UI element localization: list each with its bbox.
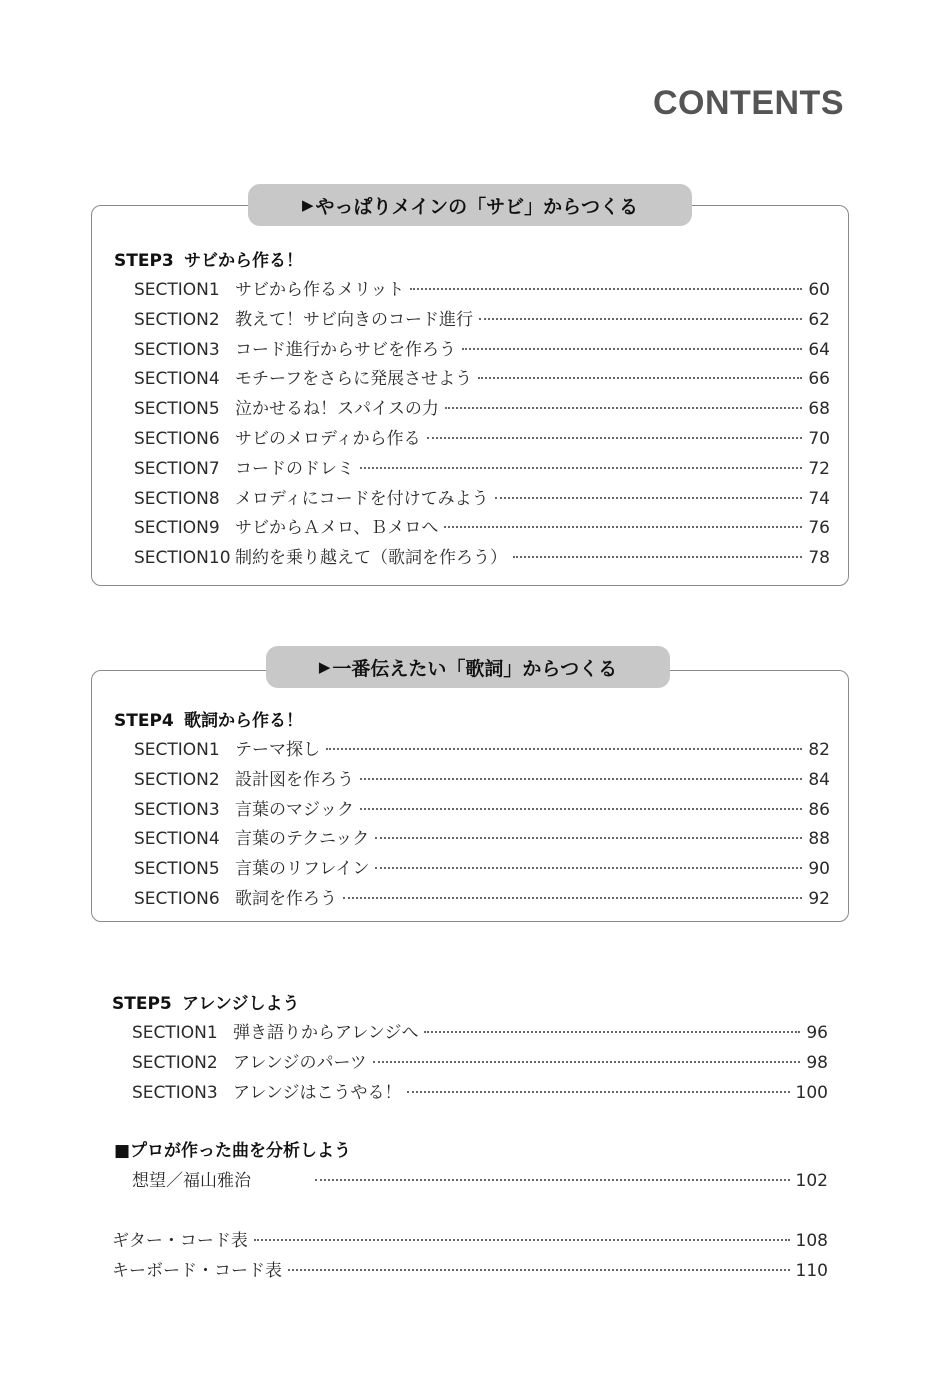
dot-leader bbox=[288, 1269, 790, 1271]
dot-leader bbox=[479, 318, 802, 320]
toc-entry[interactable] bbox=[134, 364, 830, 390]
toc-entry-title: 言葉のマジック bbox=[235, 799, 354, 820]
toc-entry[interactable] bbox=[134, 394, 830, 420]
toc-entry-page: 92 bbox=[808, 889, 830, 909]
page-title: CONTENTS bbox=[653, 84, 844, 122]
toc-entry-title: ギター・コード表 bbox=[112, 1231, 248, 1251]
dot-leader bbox=[407, 1091, 789, 1093]
dot-leader bbox=[375, 837, 802, 839]
toc-entry-section: SECTION4 bbox=[134, 369, 220, 390]
dot-leader bbox=[444, 526, 802, 528]
toc-entry-title: キーボード・コード表 bbox=[112, 1260, 282, 1281]
toc-entry-title: アレンジはこうやる！ bbox=[233, 1082, 402, 1103]
toc-entry-page: 70 bbox=[808, 429, 830, 449]
toc-entry-section: SECTION5 bbox=[134, 399, 220, 420]
toc-entry-page: 64 bbox=[808, 339, 830, 360]
toc-entry-page: 82 bbox=[808, 740, 830, 760]
step-label: STEP4 bbox=[114, 711, 174, 731]
toc-entry-title: サビのメロディから作る bbox=[235, 429, 421, 449]
toc-entry-section: SECTION1 bbox=[132, 1023, 218, 1043]
toc-entry-page: 68 bbox=[808, 399, 830, 420]
toc-entry[interactable] bbox=[134, 824, 830, 850]
toc-entry-page: 86 bbox=[808, 799, 830, 820]
toc-entry-page: 98 bbox=[806, 1052, 828, 1073]
step-label: STEP5 bbox=[112, 994, 172, 1014]
step-title: 歌詞から作る！ bbox=[184, 711, 303, 731]
toc-entry-page: 78 bbox=[808, 548, 830, 569]
toc-entry-section: SECTION9 bbox=[134, 518, 220, 539]
toc-entry-page: 96 bbox=[806, 1023, 828, 1043]
toc-entry[interactable] bbox=[112, 1256, 828, 1282]
toc-entry[interactable] bbox=[134, 795, 830, 821]
toc-entry[interactable] bbox=[134, 854, 830, 880]
toc-entry-section: SECTION6 bbox=[134, 889, 220, 909]
toc-entry-title: 歌詞を作ろう bbox=[235, 889, 337, 909]
dot-leader bbox=[462, 348, 802, 350]
toc-entry[interactable] bbox=[134, 735, 830, 761]
dot-leader bbox=[343, 897, 802, 899]
toc-entry-section: SECTION1 bbox=[134, 740, 220, 760]
dot-leader bbox=[326, 748, 802, 750]
toc-entry[interactable] bbox=[134, 513, 830, 539]
toc-entry-page: 76 bbox=[808, 518, 830, 539]
step-heading bbox=[114, 246, 303, 271]
toc-entry-title: サビから作るメリット bbox=[235, 280, 405, 300]
toc-entry[interactable] bbox=[132, 1078, 828, 1104]
chapter-banner-label: 一番伝えたい「歌詞」からつくる bbox=[332, 657, 618, 680]
toc-entry-section: SECTION3 bbox=[134, 799, 220, 820]
toc-entry-title: コードのドレミ bbox=[235, 458, 354, 479]
toc-entry-page: 90 bbox=[808, 859, 830, 880]
toc-entry[interactable] bbox=[132, 1166, 828, 1192]
toc-entry[interactable] bbox=[132, 1018, 828, 1044]
play-triangle-icon: ▶ bbox=[302, 196, 314, 214]
toc-entry-page: 84 bbox=[808, 769, 830, 790]
dot-leader bbox=[495, 497, 802, 499]
toc-entry-section: SECTION7 bbox=[134, 458, 220, 479]
toc-entry-title: 言葉のテクニック bbox=[235, 829, 370, 850]
toc-entry-title: 設計図を作ろう bbox=[235, 769, 354, 790]
toc-entry-section: SECTION2 bbox=[134, 769, 220, 790]
toc-entry-title: 想望／福山雅治 bbox=[132, 1171, 251, 1191]
toc-entry-section: SECTION3 bbox=[132, 1082, 218, 1103]
toc-entry-title: メロディにコードを付けてみよう bbox=[235, 488, 489, 509]
toc-entry-title: モチーフをさらに発展させよう bbox=[235, 369, 473, 390]
dot-leader bbox=[445, 407, 802, 409]
dot-leader bbox=[360, 808, 802, 810]
analysis-heading: ■プロが作った曲を分析しよう bbox=[114, 1141, 352, 1161]
dot-leader bbox=[427, 437, 802, 439]
toc-entry[interactable] bbox=[134, 305, 830, 331]
toc-entry-title: コード進行からサビを作ろう bbox=[235, 339, 456, 360]
toc-entry-title: 教えて！サビ向きのコード進行 bbox=[235, 309, 473, 330]
toc-entry-title: サビからＡメロ、Ｂメロへ bbox=[235, 518, 439, 539]
dot-leader bbox=[478, 377, 802, 379]
toc-entry-section: SECTION6 bbox=[134, 429, 220, 449]
toc-entry-page: 60 bbox=[808, 280, 830, 300]
step-label: STEP3 bbox=[114, 251, 174, 271]
toc-entry[interactable] bbox=[134, 454, 830, 480]
dot-leader bbox=[373, 1061, 800, 1063]
play-triangle-icon: ▶ bbox=[318, 658, 331, 676]
toc-entry-section: SECTION5 bbox=[134, 859, 220, 880]
toc-entry[interactable] bbox=[134, 424, 830, 450]
chapter-banner-label: やっぱりメインの「サビ」からつくる bbox=[315, 195, 638, 218]
step-title: サビから作る！ bbox=[184, 251, 303, 271]
dot-leader bbox=[360, 467, 802, 469]
toc-entry[interactable] bbox=[132, 1048, 828, 1074]
toc-entry-title: テーマ探し bbox=[235, 740, 320, 760]
chapter-banner-kashi bbox=[266, 646, 670, 688]
toc-entry-page: 100 bbox=[795, 1082, 828, 1103]
toc-entry-page: 108 bbox=[795, 1231, 828, 1251]
step-heading bbox=[114, 706, 303, 731]
dot-leader bbox=[513, 556, 802, 558]
toc-entry-page: 62 bbox=[808, 309, 830, 330]
toc-entry[interactable] bbox=[134, 765, 830, 791]
toc-entry-page: 88 bbox=[808, 829, 830, 850]
toc-entry-page: 66 bbox=[808, 369, 830, 390]
dot-leader bbox=[254, 1239, 790, 1241]
toc-entry[interactable] bbox=[134, 884, 830, 910]
toc-entry-section: SECTION8 bbox=[134, 488, 220, 509]
toc-entry-section: SECTION4 bbox=[134, 829, 220, 850]
toc-entry-title: 弾き語りからアレンジへ bbox=[233, 1023, 419, 1043]
toc-entry[interactable] bbox=[134, 484, 830, 510]
toc-entry-page: 72 bbox=[808, 458, 830, 479]
toc-entry[interactable] bbox=[134, 543, 830, 569]
toc-entry-section: SECTION1 bbox=[134, 280, 220, 300]
dot-leader bbox=[410, 288, 802, 290]
dot-leader bbox=[315, 1179, 790, 1181]
toc-entry-page: 102 bbox=[795, 1171, 828, 1191]
dot-leader bbox=[375, 867, 802, 869]
step-heading bbox=[112, 989, 299, 1014]
toc-entry-title: アレンジのパーツ bbox=[233, 1052, 367, 1073]
toc-entry-page: 74 bbox=[808, 488, 830, 509]
chapter-banner-sabi bbox=[248, 184, 692, 226]
toc-entry[interactable] bbox=[134, 335, 830, 361]
toc-entry-page: 110 bbox=[795, 1260, 828, 1281]
toc-entry[interactable] bbox=[134, 275, 830, 301]
toc-entry-section: SECTION2 bbox=[134, 309, 220, 330]
dot-leader bbox=[424, 1031, 800, 1033]
toc-entry-title: 泣かせるね！スパイスの力 bbox=[235, 399, 439, 420]
toc-entry-title: 言葉のリフレイン bbox=[235, 859, 370, 880]
step-title: アレンジしよう bbox=[182, 994, 300, 1014]
toc-entry-section: SECTION3 bbox=[134, 339, 220, 360]
toc-entry[interactable] bbox=[112, 1226, 828, 1252]
dot-leader bbox=[360, 778, 802, 780]
toc-entry-section: SECTION10 bbox=[134, 548, 231, 569]
toc-entry-section: SECTION2 bbox=[132, 1052, 218, 1073]
toc-entry-title: 制約を乗り越えて（歌詞を作ろう） bbox=[235, 548, 507, 569]
